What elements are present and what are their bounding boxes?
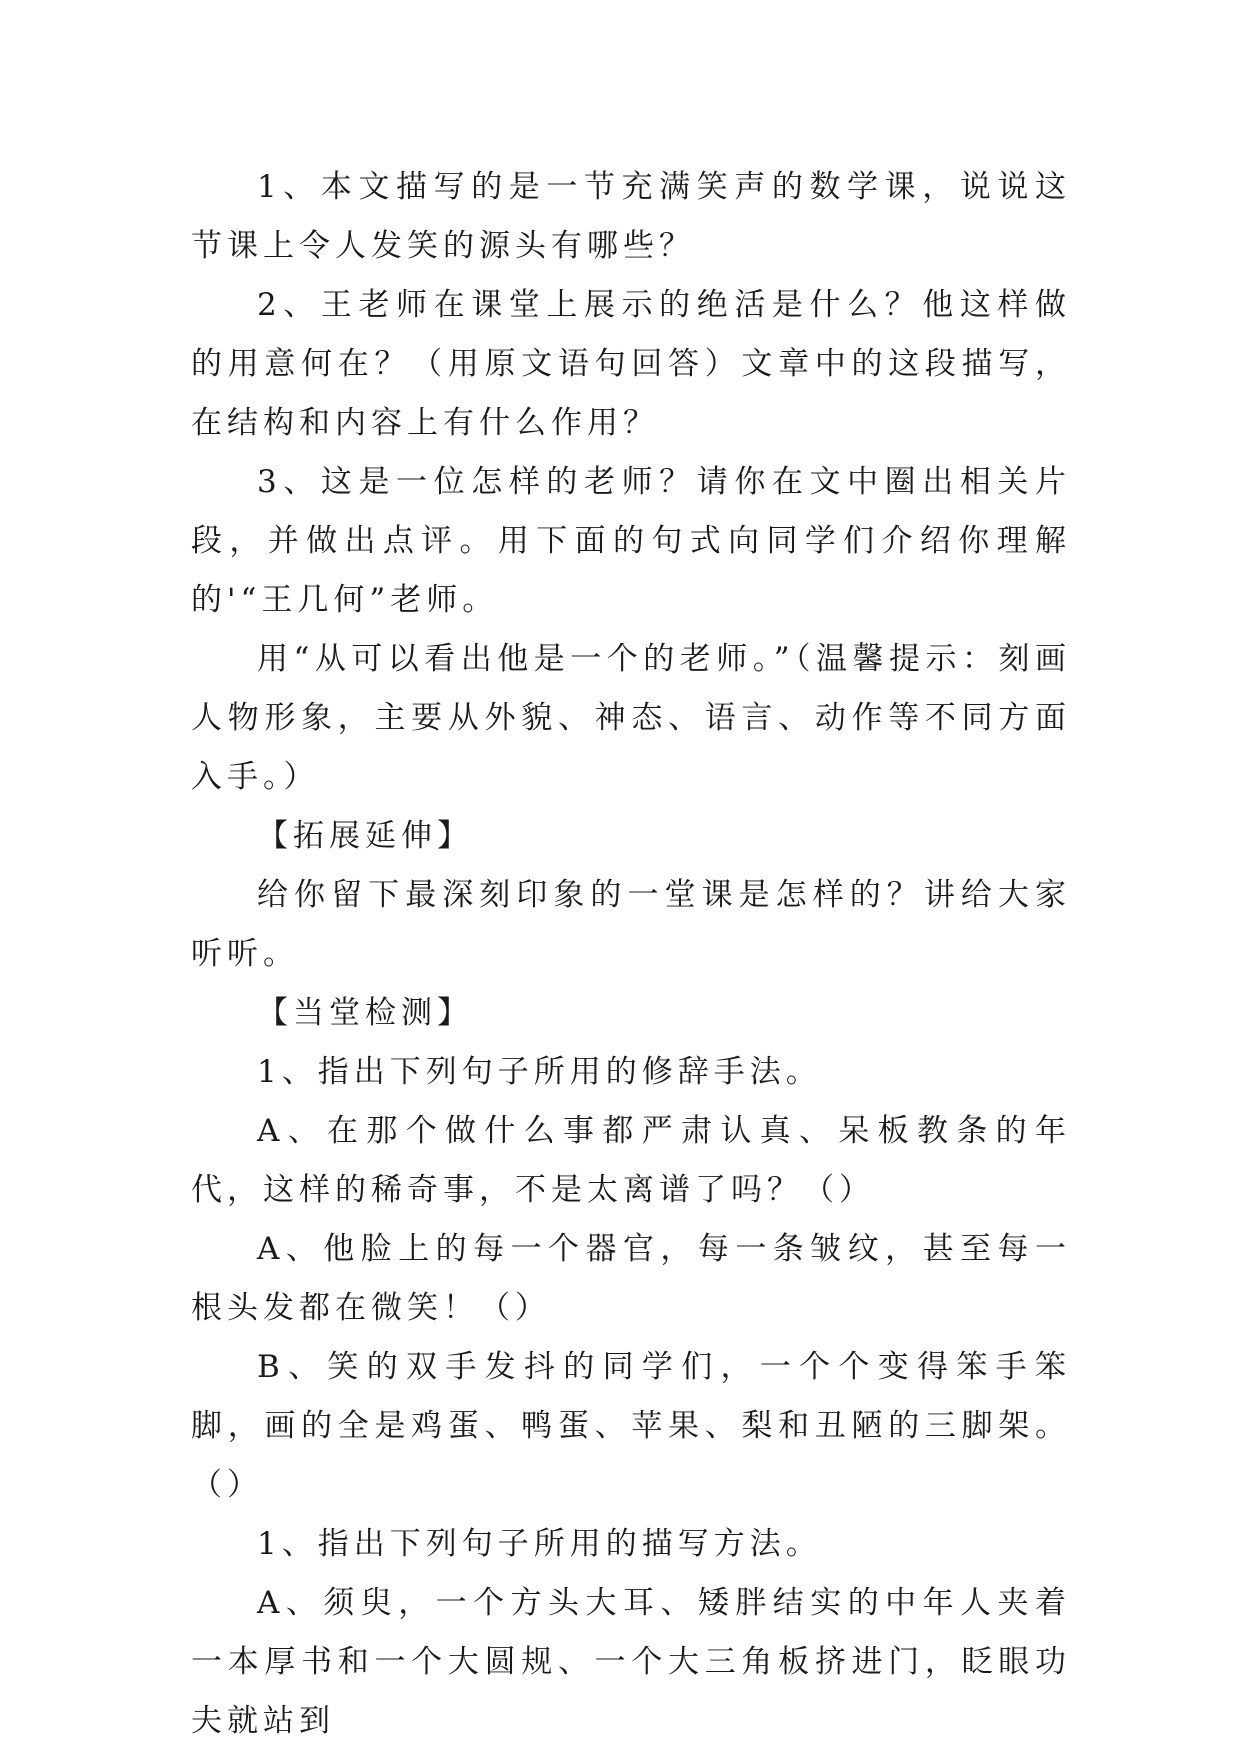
- test-item-a1: A、在那个做什么事都严肃认真、呆板教条的年代，这样的稀奇事，不是太离谱了吗？（）: [191, 1113, 1071, 1208]
- test-item-a3: A、须臾，一个方头大耳、矮胖结实的中年人夹着一本厚书和一个大圆规、一个大三角板挤进门，眨眼功夫就站到: [191, 1585, 1071, 1739]
- question-1: 1、本文描写的是一节充满笑声的数学课，说说这节课上令人发笑的源头有哪些？: [191, 169, 1071, 264]
- sentence-pattern-hint: 用“从可以看出他是一个的老师。”（温馨提示：刻画人物形象，主要从外貌、神态、语言、动作等不同方面入手。）: [191, 641, 1071, 795]
- test-instruction-description: 1、指出下列句子所用的描写方法。: [257, 1526, 822, 1562]
- question-2: 2、王老师在课堂上展示的绝活是什么？他这样做的用意何在？（用原文语句回答）文章中的这段描写，在结构和内容上有什么作用？: [191, 287, 1071, 441]
- test-item-b: B、笑的双手发抖的同学们，一个个变得笨手笨脚，画的全是鸡蛋、鸭蛋、苹果、梨和丑陋的三脚架。（）: [191, 1349, 1071, 1503]
- document-body: [191, 158, 1071, 1751]
- test-item-a2: A、他脸上的每一个器官，每一条皱纹，甚至每一根头发都在微笑！（）: [191, 1231, 1071, 1326]
- section-heading-classroom-test: 【当堂检测】: [257, 995, 473, 1031]
- section-heading-extension: 【拓展延伸】: [257, 818, 473, 854]
- extension-prompt: 给你留下最深刻印象的一堂课是怎样的？讲给大家听听。: [191, 877, 1071, 972]
- question-3: 3、这是一位怎样的老师？请你在文中圈出相关片段，并做出点评。用下面的句式向同学们介绍你理解的'“王几何”老师。: [191, 464, 1071, 618]
- test-instruction-rhetoric: 1、指出下列句子所用的修辞手法。: [257, 1054, 822, 1090]
